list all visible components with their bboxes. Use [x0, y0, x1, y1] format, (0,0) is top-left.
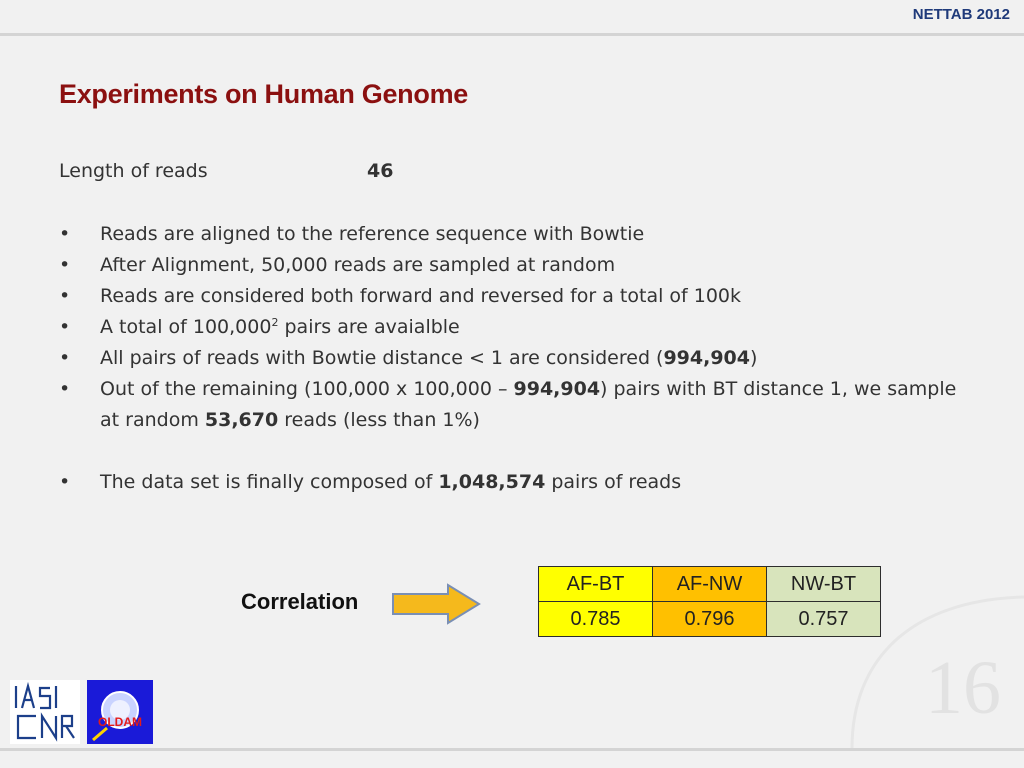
iasi-cnr-logo [10, 680, 80, 744]
bullet-item: • Reads are aligned to the reference sequence with Bowtie [59, 219, 979, 250]
conference-badge: NETTAB 2012 [912, 6, 1010, 23]
slide-title: Experiments on Human Genome [59, 79, 468, 109]
correlation-table [538, 566, 881, 637]
bullet-item: • A total of 100,000$^2$ pairs are avaialble [59, 312, 979, 343]
reads-length-label: Length of reads [59, 160, 208, 182]
table-header-cell: AF-NW [653, 567, 767, 602]
bullet-item: • Out of the remaining (100,000 x 100,000 – 994,904) pairs with BT distance 1, we sample at random 53,670 reads (less than 1%) [59, 374, 979, 436]
arrow-right-icon [390, 582, 482, 626]
correlation-label: Correlation [241, 589, 359, 614]
table-cell: 0.785 [539, 602, 653, 637]
bullet-item: • The data set is finally composed of 1,048,574 pairs of reads [59, 467, 979, 498]
bullet-item: • Reads are considered both forward and reversed for a total of 100k [59, 281, 979, 312]
table-header-cell: AF-BT [539, 567, 653, 602]
bullet-list [59, 219, 979, 498]
oldam-logo [87, 680, 153, 744]
table-cell: 0.796 [653, 602, 767, 637]
table-cell: 0.757 [767, 602, 881, 637]
svg-text:OLDAM: OLDAM [98, 715, 142, 729]
bullet-item: • All pairs of reads with Bowtie distance < 1 are considered (994,904) [59, 343, 979, 374]
reads-length-value: 46 [367, 160, 394, 182]
bullet-item: • After Alignment, 50,000 reads are sampled at random [59, 250, 979, 281]
table-header-cell: NW-BT [767, 567, 881, 602]
table-header-row [539, 567, 881, 602]
table-row [539, 602, 881, 637]
slide-number: 16 [925, 646, 1001, 730]
footer-divider [0, 748, 1024, 751]
